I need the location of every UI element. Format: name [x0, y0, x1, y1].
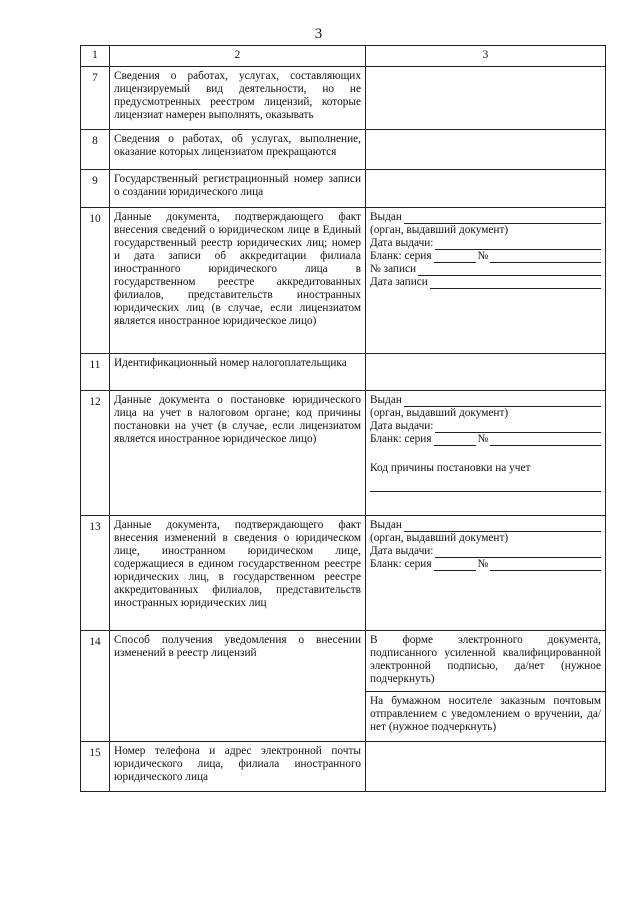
row-description: Идентификационный номер налогоплательщика — [110, 354, 366, 391]
issued-label: Выдан — [370, 211, 402, 223]
row-value-cell[interactable] — [366, 170, 606, 208]
row-value-cell — [366, 208, 606, 354]
row-description: Сведения о работах, об услугах, выполнение, оказание которых лицензиатом прекращаются — [110, 130, 366, 170]
table-row — [81, 631, 606, 692]
row-number: 12 — [81, 391, 110, 516]
table-row — [81, 170, 606, 208]
blank-series-field[interactable] — [434, 435, 476, 446]
issue-date-label: Дата выдачи: — [370, 545, 434, 557]
row-number: 15 — [81, 742, 110, 792]
row-description: Государственный регистрационный номер записи о создании юридического лица — [110, 170, 366, 208]
row-value-cell[interactable] — [366, 67, 606, 130]
row-description: Номер телефона и адрес электронной почты юридического лица, филиала иностранного юридического лица — [110, 742, 366, 792]
delivery-option-electronic[interactable]: В форме электронного документа, подписанного усиленной квалифицированной электронной подписью, да/нет (нужное подчеркнуть) — [366, 631, 606, 692]
table-row — [81, 742, 606, 792]
page-number: 3 — [314, 26, 323, 42]
number-sign: № — [477, 558, 489, 570]
blank-series-label: Бланк: серия — [370, 433, 432, 445]
issued-field[interactable] — [404, 521, 601, 532]
table-row — [81, 354, 606, 391]
row-description: Данные документа, подтверждающего факт внесения изменений в сведения о юридическом лице, иностранном юридическом лице, содержащиеся в едином государственном реестре юридических лиц, в государственном реестре аккредитованных филиалов, представительств иностранных юридических лиц — [110, 516, 366, 631]
row-description: Сведения о работах, услугах, составляющих лицензируемый вид деятельности, но не предусмотренных реестром лицензий, которые лицензиат намерен выполнять, оказывать — [110, 67, 366, 130]
row-value-cell — [366, 391, 606, 516]
kpp-field[interactable] — [370, 479, 601, 492]
header-col-3: 3 — [366, 46, 606, 67]
row-value-cell[interactable] — [366, 130, 606, 170]
issue-date-label: Дата выдачи: — [370, 237, 434, 249]
row-number: 14 — [81, 631, 110, 742]
delivery-option-paper[interactable]: На бумажном носителе заказным почтовым отправлением с уведомлением о вручении, да/нет (нужное подчеркнуть) — [366, 692, 606, 742]
table-row — [81, 67, 606, 130]
issued-field[interactable] — [404, 396, 601, 407]
blank-series-field[interactable] — [434, 560, 476, 571]
blank-series-field[interactable] — [434, 252, 476, 263]
header-col-1: 1 — [81, 46, 110, 67]
license-info-table — [80, 45, 606, 792]
table-row — [81, 208, 606, 354]
row-description: Данные документа, подтверждающего факт внесения сведений о юридическом лице в Единый государственный реестр юридических лиц; номер и дата записи об аккредитации филиала иностранного юридического лица в государственном реестре аккредитованных филиалов, представительств иностранных юридических лиц (в случае, если лицензиатом является иностранное юридическое лицо) — [110, 208, 366, 354]
issued-label: Выдан — [370, 519, 402, 531]
issued-label: Выдан — [370, 394, 402, 406]
number-sign: № — [477, 250, 489, 262]
issuer-note: (орган, выдавший документ) — [370, 532, 509, 544]
record-date-field[interactable] — [430, 278, 601, 289]
blank-number-field[interactable] — [490, 252, 601, 263]
issue-date-field[interactable] — [435, 422, 601, 433]
row-value-cell[interactable] — [366, 742, 606, 792]
issue-date-field[interactable] — [435, 239, 601, 250]
row-number: 10 — [81, 208, 110, 354]
blank-series-label: Бланк: серия — [370, 250, 432, 262]
issuer-note: (орган, выдавший документ) — [370, 407, 509, 419]
row-description: Данные документа о постановке юридического лица на учет в налоговом органе; код причины постановки на учет (в случае, если лицензиатом является иностранное юридическое лицо) — [110, 391, 366, 516]
table-row — [81, 391, 606, 516]
header-col-2: 2 — [110, 46, 366, 67]
issue-date-label: Дата выдачи: — [370, 420, 434, 432]
issuer-note: (орган, выдавший документ) — [370, 224, 509, 236]
blank-number-field[interactable] — [490, 435, 601, 446]
issue-date-field[interactable] — [435, 547, 601, 558]
table-row — [81, 130, 606, 170]
record-number-field[interactable] — [418, 265, 601, 276]
kpp-label: Код причины постановки на учет — [370, 462, 531, 474]
row-value-cell[interactable] — [366, 354, 606, 391]
table-row — [81, 516, 606, 631]
row-number: 13 — [81, 516, 110, 631]
row-description: Способ получения уведомления о внесении изменений в реестр лицензий — [110, 631, 366, 742]
issued-field[interactable] — [404, 213, 601, 224]
record-number-label: № записи — [370, 263, 417, 275]
row-number: 9 — [81, 170, 110, 208]
row-number: 11 — [81, 354, 110, 391]
row-value-cell — [366, 516, 606, 631]
record-date-label: Дата записи — [370, 276, 428, 288]
row-number: 8 — [81, 130, 110, 170]
blank-series-label: Бланк: серия — [370, 558, 432, 570]
number-sign: № — [477, 433, 489, 445]
row-number: 7 — [81, 67, 110, 130]
header-row — [81, 46, 606, 67]
blank-number-field[interactable] — [490, 560, 601, 571]
